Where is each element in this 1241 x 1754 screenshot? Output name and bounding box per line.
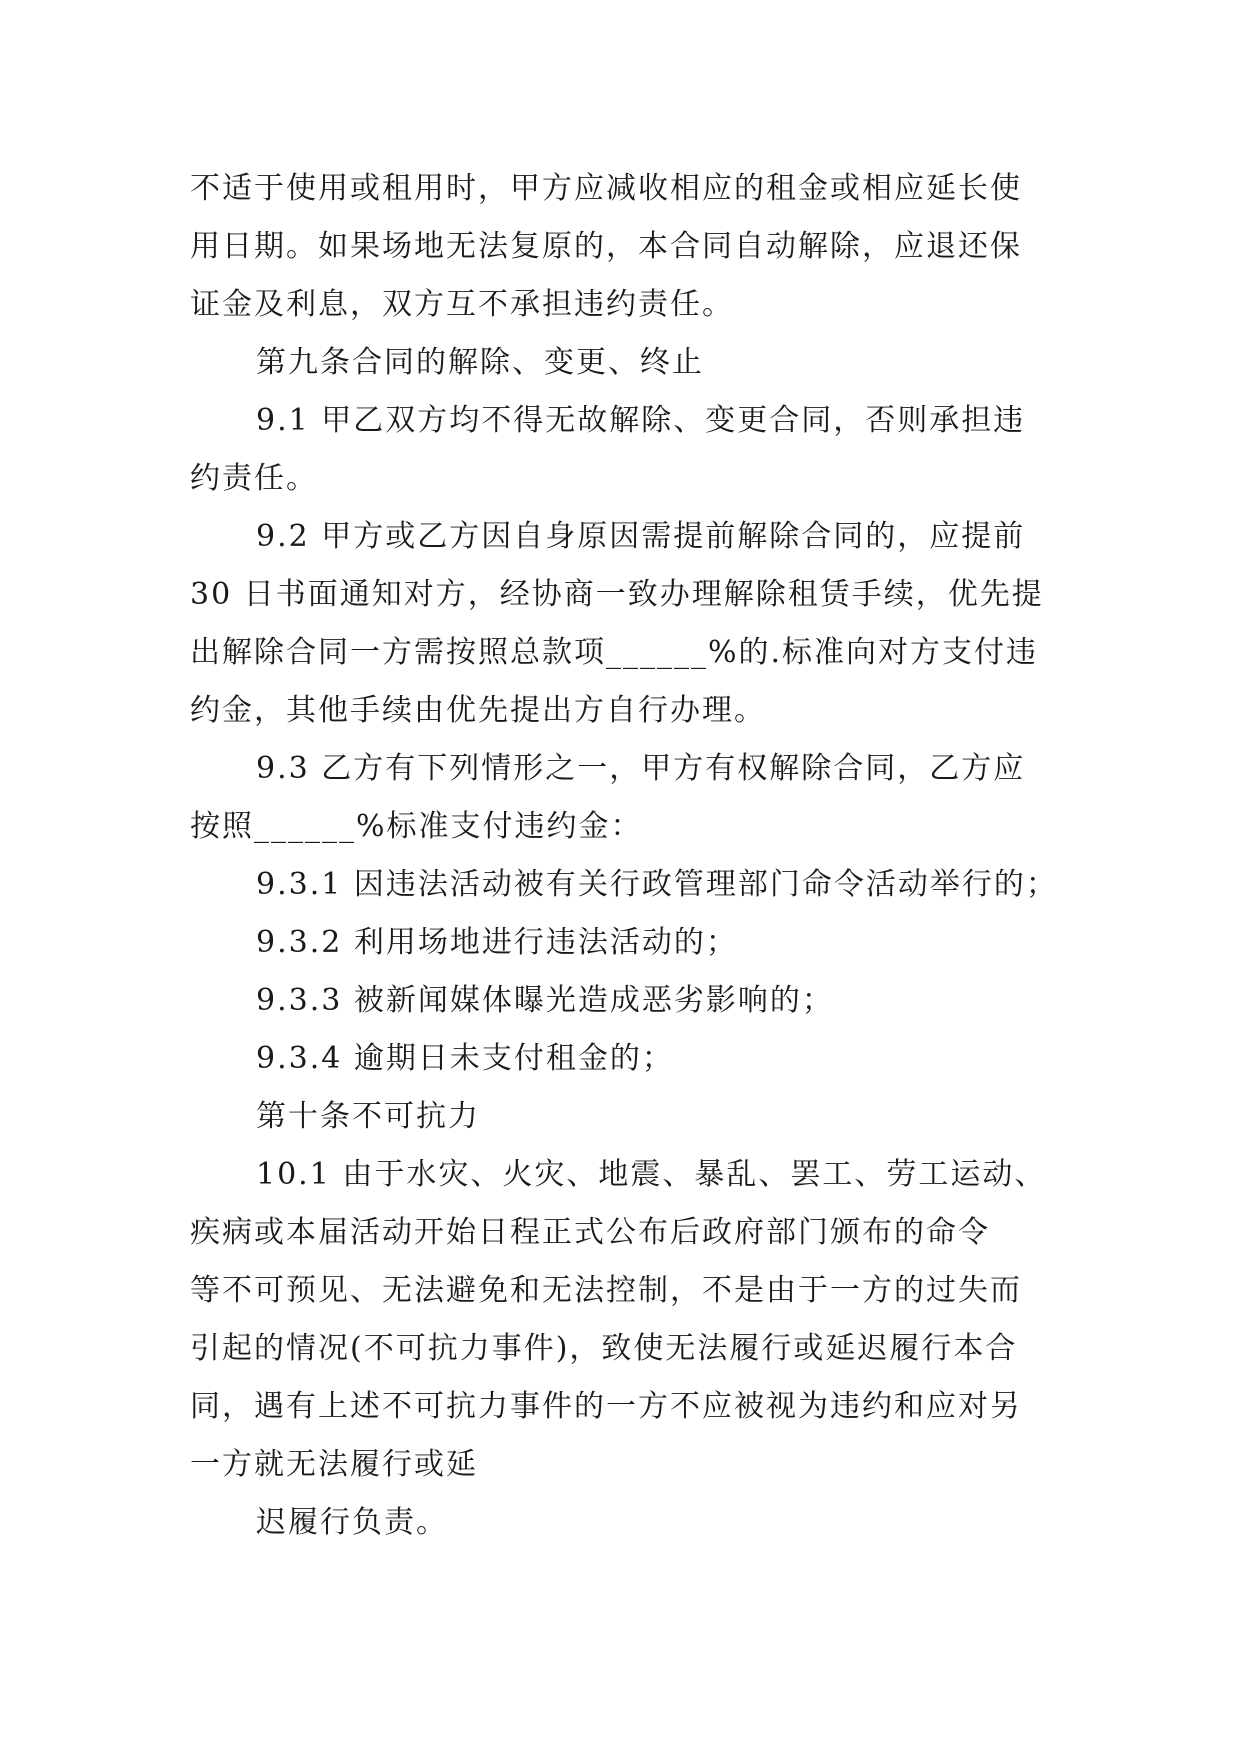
clause-9-3-4: 9.3.4 逾期日未支付租金的； bbox=[256, 1041, 674, 1076]
clause-9-2: 9.2 甲方或乙方因自身原因需提前解除合同的，应提前 bbox=[256, 519, 1026, 554]
text-line: 疾病或本届活动开始日程正式公布后政府部门颁布的命令 bbox=[190, 1215, 990, 1250]
text-line: 约金，其他手续由优先提出方自行办理。 bbox=[190, 693, 766, 728]
clause-10-1: 10.1 由于水灾、火灾、地震、暴乱、罢工、劳工运动、 bbox=[256, 1157, 1047, 1192]
clause-9-3-2: 9.3.2 利用场地进行违法活动的； bbox=[256, 925, 738, 960]
text-line: 出解除合同一方需按照总款项______%的.标准向对方支付违 bbox=[190, 635, 1039, 670]
text-line: 引起的情况(不可抗力事件)，致使无法履行或延迟履行本合 bbox=[190, 1331, 1018, 1366]
clause-9-3-1: 9.3.1 因违法活动被有关行政管理部门命令活动举行的； bbox=[256, 867, 1058, 902]
contract-text bbox=[190, 160, 1070, 1552]
text-line: 30 日书面通知对方，经协商一致办理解除租赁手续，优先提 bbox=[190, 577, 1044, 612]
text-line: 迟履行负责。 bbox=[256, 1505, 448, 1540]
clause-9-3-3: 9.3.3 被新闻媒体曝光造成恶劣影响的； bbox=[256, 983, 834, 1018]
text-line: 同，遇有上述不可抗力事件的一方不应被视为违约和应对另 bbox=[190, 1389, 1022, 1424]
section-heading-10: 第十条不可抗力 bbox=[256, 1099, 480, 1134]
clause-9-1: 9.1 甲乙双方均不得无故解除、变更合同，否则承担违 bbox=[256, 403, 1026, 438]
text-line: 按照______%标准支付违约金： bbox=[190, 809, 643, 844]
text-line: 证金及利息，双方互不承担违约责任。 bbox=[190, 287, 734, 322]
text-line: 不适于使用或租用时，甲方应减收相应的租金或相应延长使 bbox=[190, 171, 1022, 206]
text-line: 用日期。如果场地无法复原的，本合同自动解除，应退还保 bbox=[190, 229, 1022, 264]
section-heading-9: 第九条合同的解除、变更、终止 bbox=[256, 345, 704, 380]
text-line: 等不可预见、无法避免和无法控制，不是由于一方的过失而 bbox=[190, 1273, 1022, 1308]
text-line: 一方就无法履行或延 bbox=[190, 1447, 478, 1482]
text-line: 约责任。 bbox=[190, 461, 318, 496]
clause-9-3: 9.3 乙方有下列情形之一，甲方有权解除合同，乙方应 bbox=[256, 751, 1026, 786]
